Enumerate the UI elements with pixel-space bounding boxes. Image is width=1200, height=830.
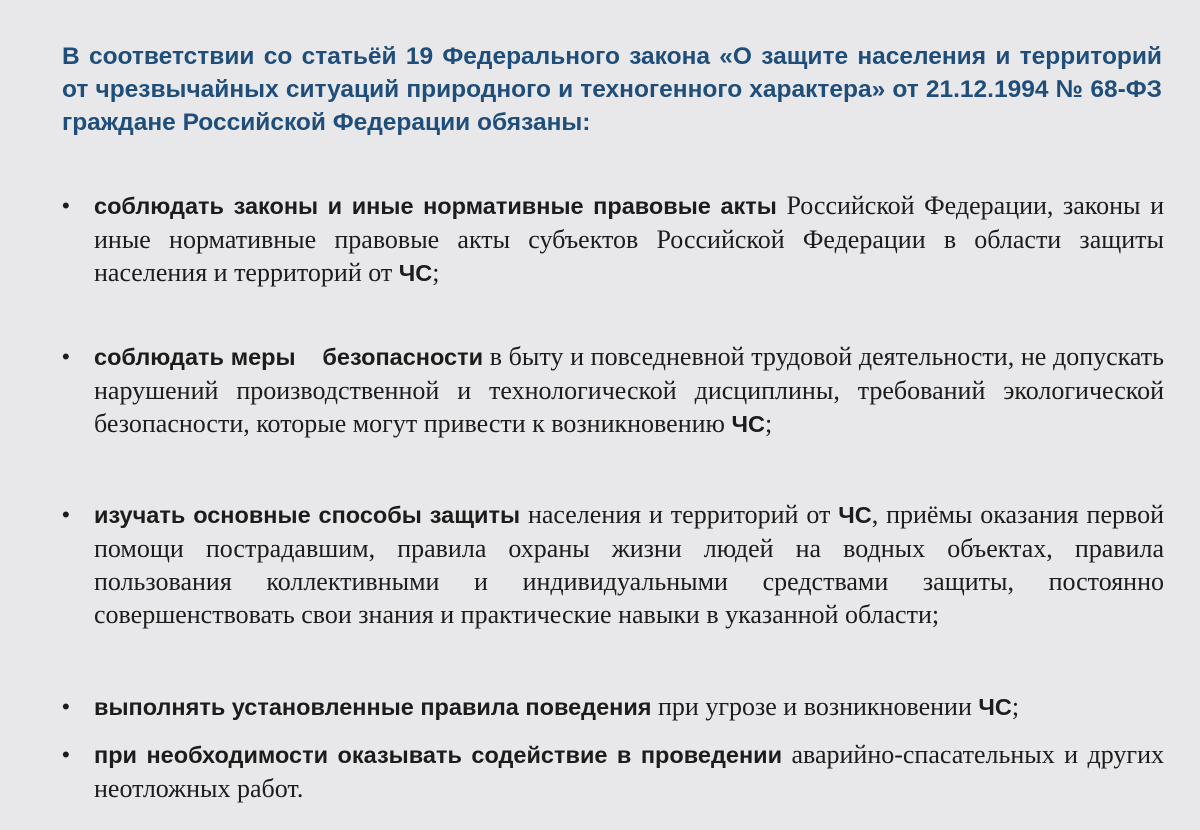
item-bold-lead: выполнять установленные правила поведения [94,694,652,720]
list-item [62,189,1164,290]
item-text-end: ; [1011,692,1020,721]
item-text-end: , приёмы оказания первой помощи пострадавшим, правила охраны жизни людей на водных объектах, правила пользования коллективными и индивидуальными средствами защиты, постоянно совершенствовать свои знания и практические навыки в указанной области; [94,500,1164,629]
list-item [62,738,1164,806]
item-bold-term: ЧС [838,502,872,528]
bullet-icon: • [62,193,70,218]
item-bold-lead: изучать основные способы защиты [94,502,521,528]
item-text: при угрозе и возникновении [651,692,979,721]
item-text: аварийно-спасательных и других неотложных работ. [94,740,1164,803]
item-bold-lead: при необходимости оказывать содействие в проведении [94,742,783,768]
item-text-end: ; [432,258,440,287]
item-bold-term: ЧС [978,694,1012,720]
bullet-icon: • [62,502,70,527]
intro-heading: В соответствии со статьёй 19 Федерального закона «О защите населения и территорий от чрезвычайных ситуаций природного и техногенного характера» от 21.12.1994 № 68-ФЗ граждане Российской Федерации обязаны: [62,43,1162,136]
list-item [62,340,1164,441]
bullet-icon: • [62,344,70,369]
item-text: населения и территорий от [520,500,839,529]
bullet-icon: • [62,694,70,719]
item-bold-lead: соблюдать меры безопасности [94,344,484,370]
item-text: Российской Федерации, законы и иные нормативные правовые акты субъектов Российской Федерации в области защиты населения и территорий от [94,191,1164,287]
item-bold-term: ЧС [398,260,433,286]
list-item [62,498,1164,631]
item-text: в быту и повседневной трудовой деятельности, не допускать нарушений производственной и технологической дисциплины, требований экологической безопасности, которые могут привести к возникновению [94,342,1165,438]
obligations-list [62,189,1164,806]
list-item [62,690,1164,724]
item-text-end: ; [764,409,773,438]
item-bold-term: ЧС [731,411,765,437]
bullet-icon: • [62,742,70,767]
item-bold-lead: соблюдать законы и иные нормативные правовые акты [94,193,777,219]
